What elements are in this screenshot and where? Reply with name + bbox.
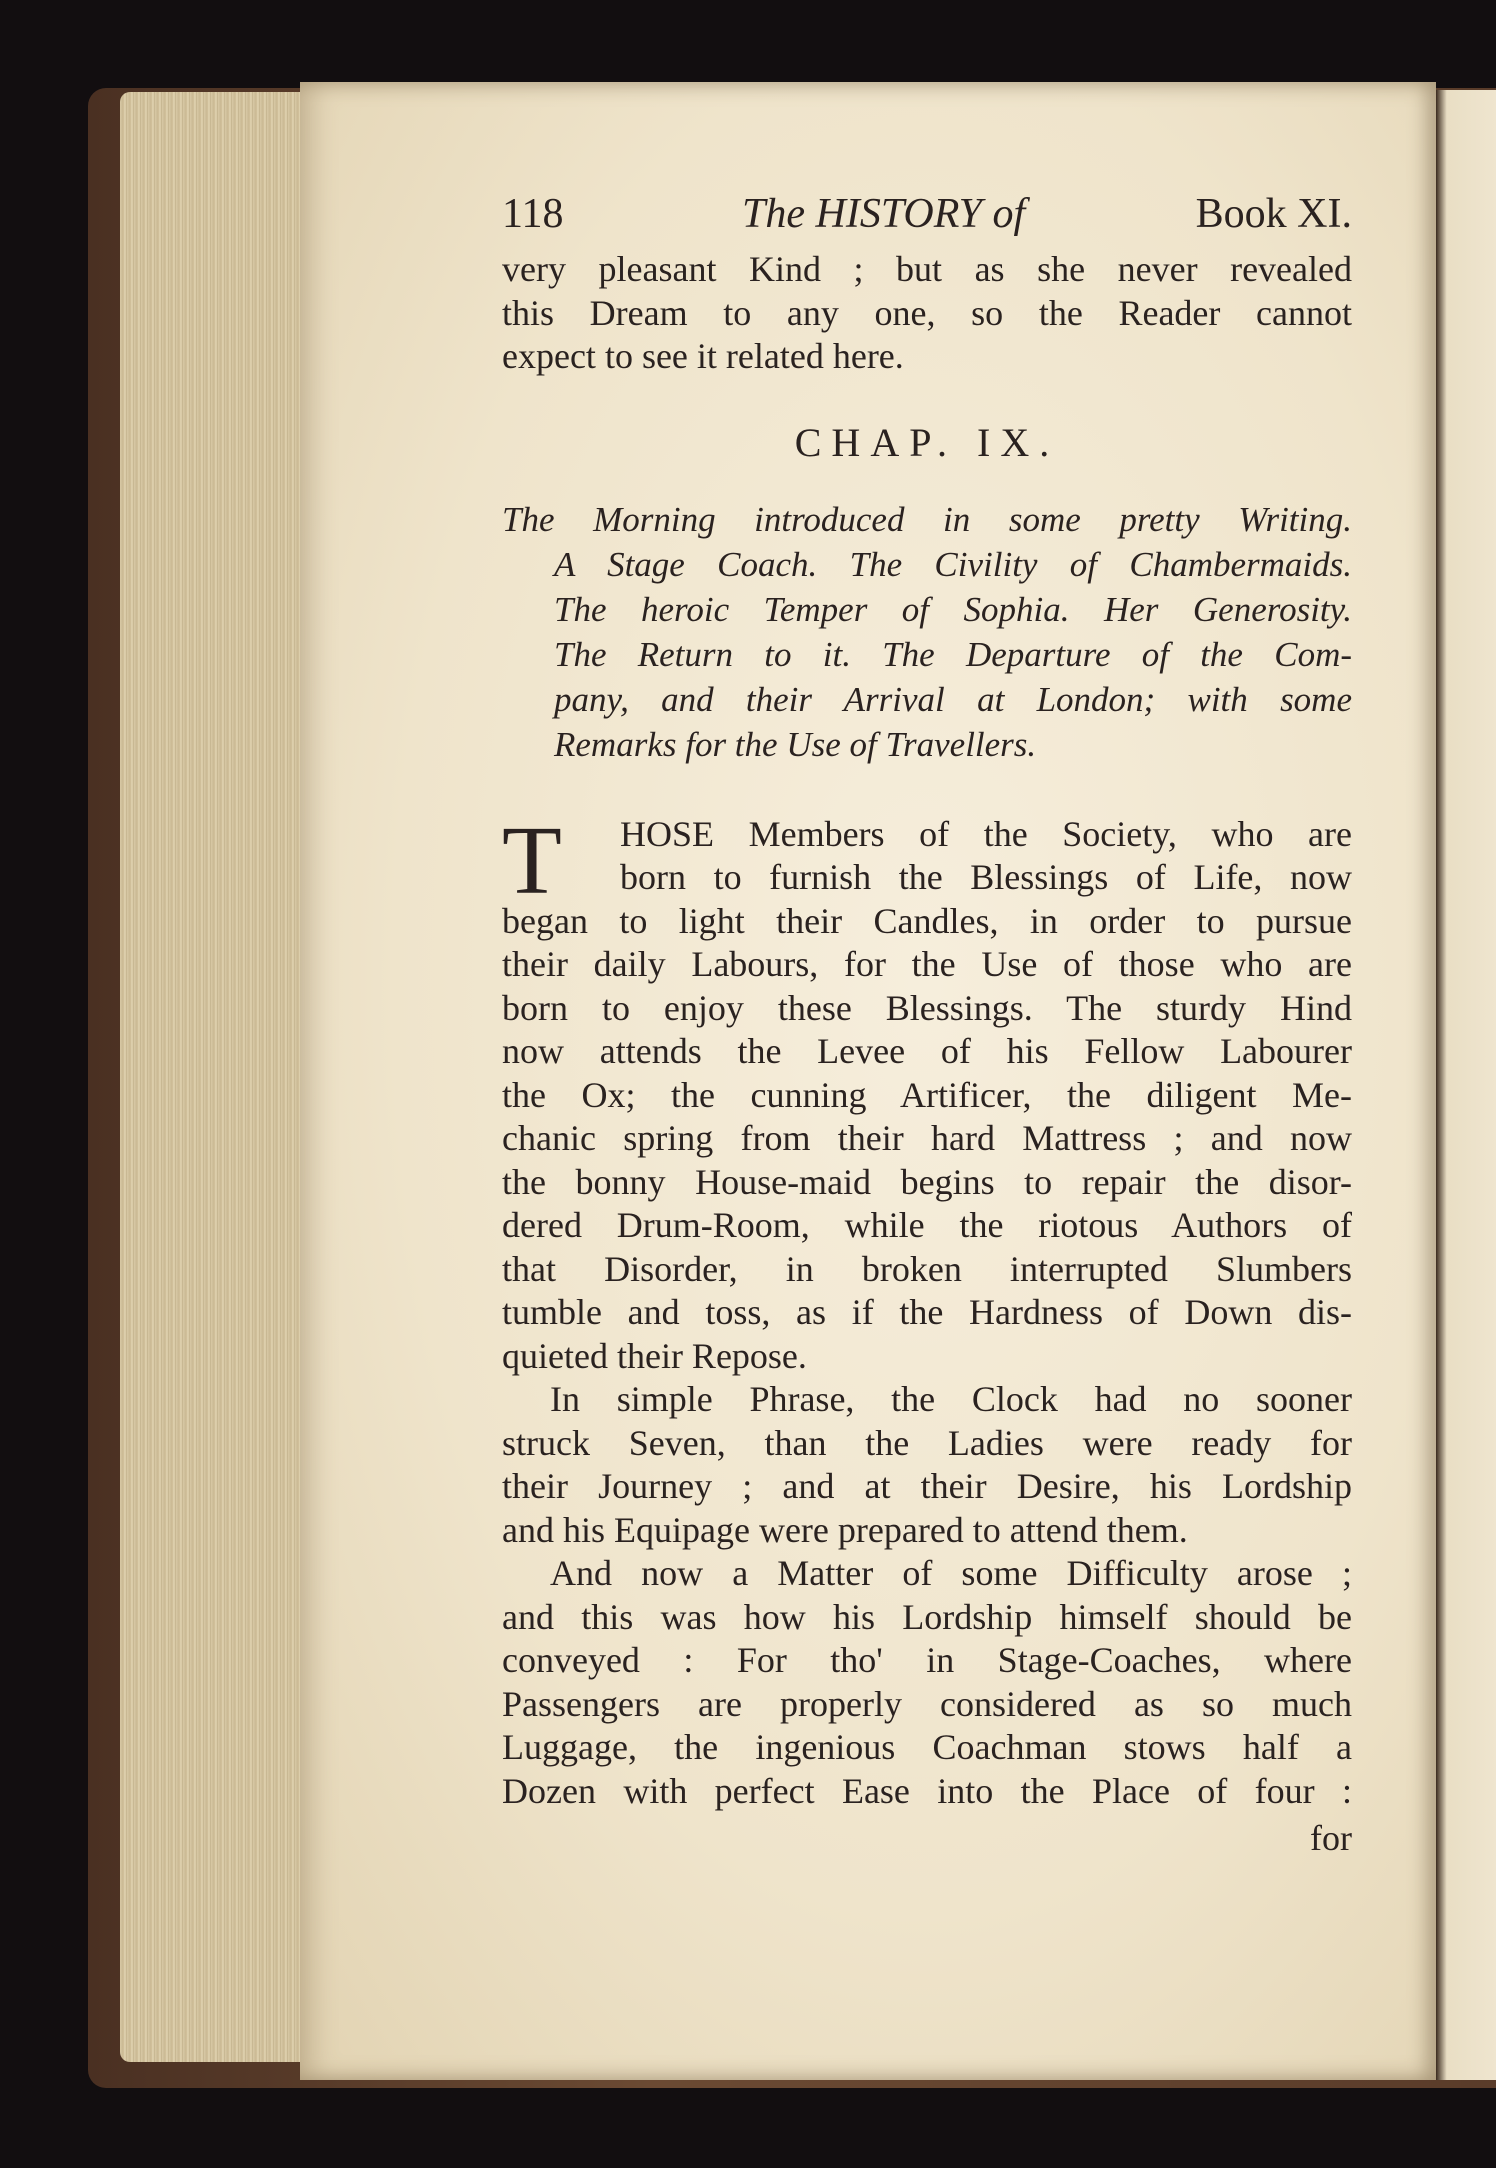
running-head	[502, 190, 1352, 248]
text-line: chanic spring from their hard Mattress ; and now	[502, 1118, 1352, 1158]
text-line: In simple Phrase, the Clock had no sooner	[550, 1379, 1352, 1419]
text-line: born to enjoy these Blessings. The sturdy Hind	[502, 987, 1352, 1028]
summary-line: pany, and their Arrival at London; with some	[554, 679, 1352, 719]
chapter-heading: CHAP. IX.	[794, 419, 1060, 465]
text-line: that Disorder, in broken interrupted Slumbers	[502, 1248, 1352, 1289]
page-number: 118	[502, 191, 564, 237]
facing-page-edge	[1436, 90, 1496, 2080]
text-line: the Ox; the cunning Artificer, the diligent Me-	[502, 1074, 1352, 1115]
summary-line: The heroic Temper of Sophia. Her Generosity.	[554, 589, 1352, 629]
text-line: and this was how his Lordship himself should be	[502, 1596, 1352, 1637]
drop-cap: T	[502, 806, 562, 915]
book-number: Book XI.	[1195, 191, 1352, 237]
running-title: The HISTORY of	[742, 191, 1026, 237]
page-edges	[120, 92, 310, 2062]
text-line: Dozen with perfect Ease into the Place of four :	[502, 1770, 1352, 1811]
text-line: dered Drum-Room, while the riotous Authors of	[502, 1205, 1352, 1245]
text-line: expect to see it related here.	[502, 336, 904, 376]
summary-line: The Morning introduced in some pretty Writing.	[502, 499, 1352, 539]
text-line: HOSE Members of the Society, who are	[620, 813, 1352, 854]
text-line: the bonny House-maid begins to repair the disor-	[502, 1161, 1352, 1202]
text-line: struck Seven, than the Ladies were ready for	[502, 1422, 1352, 1463]
text-line: Luggage, the ingenious Coachman stows half a	[502, 1727, 1352, 1767]
page-text	[502, 190, 1352, 1861]
opening-lines	[502, 248, 1352, 379]
summary-line: The Return to it. The Departure of the Com-	[554, 634, 1352, 674]
text-line: this Dream to any one, so the Reader cannot	[502, 292, 1352, 333]
chapter-summary	[502, 497, 1352, 767]
catchword: for	[1310, 1818, 1352, 1858]
text-line: quieted their Repose.	[502, 1335, 807, 1376]
text-line: very pleasant Kind ; but as she never revealed	[502, 249, 1352, 289]
text-line: conveyed : For tho' in Stage-Coaches, where	[502, 1640, 1352, 1680]
chapter-body	[502, 806, 1352, 1861]
text-line: now attends the Levee of his Fellow Labourer	[502, 1031, 1352, 1071]
text-line: tumble and toss, as if the Hardness of Down dis-	[502, 1292, 1352, 1332]
text-line: And now a Matter of some Difficulty arose ;	[550, 1553, 1352, 1593]
summary-line: Remarks for the Use of Travellers.	[554, 724, 1037, 764]
text-line: their daily Labours, for the Use of those who are	[502, 944, 1352, 984]
text-line: their Journey ; and at their Desire, his Lordship	[502, 1466, 1352, 1506]
summary-line: A Stage Coach. The Civility of Chambermaids.	[554, 544, 1352, 584]
text-line: born to furnish the Blessings of Life, now	[620, 857, 1352, 897]
text-line: and his Equipage were prepared to attend them.	[502, 1509, 1188, 1550]
text-line: began to light their Candles, in order to pursue	[502, 900, 1352, 941]
text-line: Passengers are properly considered as so much	[502, 1683, 1352, 1724]
